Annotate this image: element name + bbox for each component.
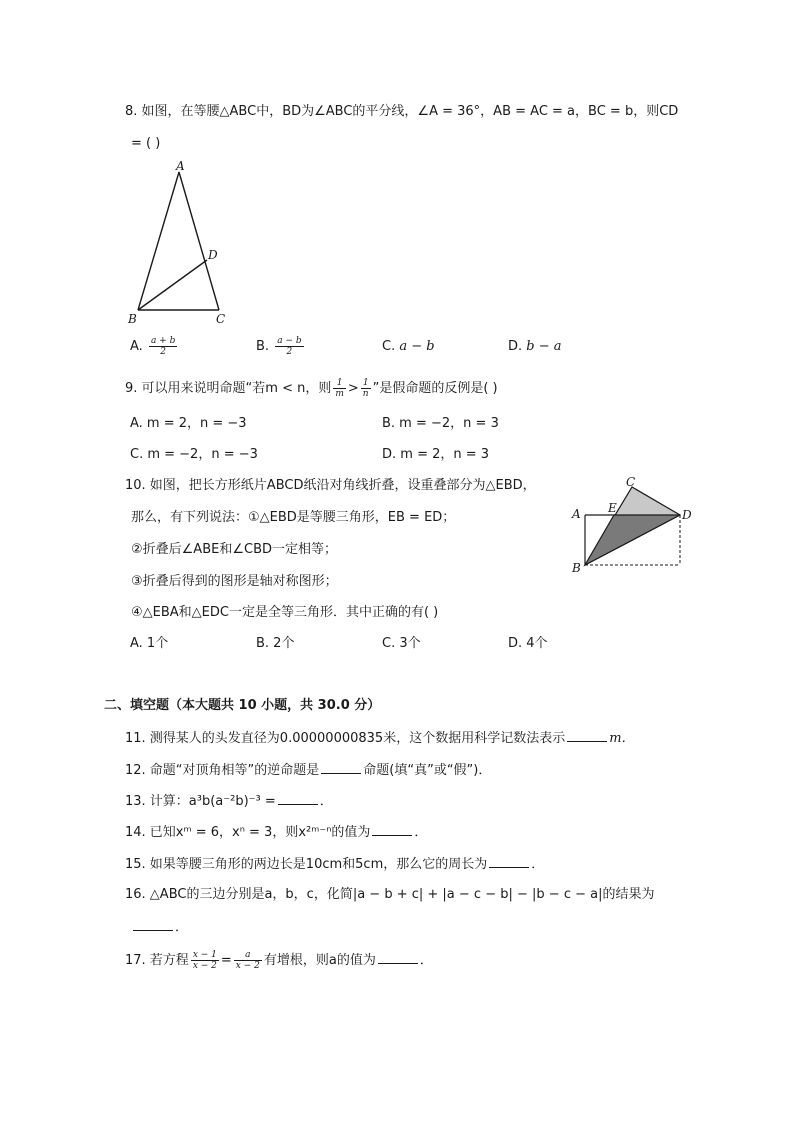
q9-stem: 9. 可以用来说明命题“若m < n，则 $\frac{1}{m}$ > $\frac{1}{n}$ ”是假命题的反例是( ) — [125, 378, 498, 399]
q9-option-c[interactable]: C. m = −2，n = −3 — [130, 447, 258, 462]
q17-stem: 17. 若方程 $\frac{x - 1}{x - 2}$ = $\frac{a}{x - 2}$ 有增根，则a的值为 ． — [125, 950, 433, 971]
q10-stem-line5: ④△EBA和△EDC一定是全等三角形．其中正确的有( ) — [131, 605, 439, 620]
q8-stem-line1: 8. 如图，在等腰△ABC中，BD为∠ABC的平分线，∠A = 36°，AB = AC = a，BC = b，则CD — [125, 104, 679, 119]
q11-stem: 11. 测得某人的头发直径为0.00000000835米，这个数据用科学记数法表示 m． — [125, 731, 635, 746]
q10-option-b[interactable]: B. 2个 — [256, 636, 295, 651]
q8-label-d: D — [208, 248, 218, 262]
q8-option-d[interactable]: D. b − a — [508, 339, 562, 354]
q14-answer-blank[interactable] — [372, 823, 412, 836]
q8-stem-line2: = ( ) — [131, 136, 161, 151]
q10-option-c[interactable]: C. 3个 — [382, 636, 421, 651]
section-title-fill-in: 二、填空题（本大题共 10 小题，共 30.0 分） — [104, 698, 381, 713]
q12-stem: 12. 命题“对顶角相等”的逆命题是 命题(填“真”或“假”)． — [125, 763, 492, 778]
q16-stem-line1: 16. △ABC的三边分别是a，b，c，化简|a − b + c| + |a − c − b| − |b − c − a|的结果为 — [125, 887, 655, 902]
q16-stem-line2: ． — [131, 918, 188, 937]
q13-stem: 13. 计算：a³b(a⁻²b)⁻³ = ． — [125, 794, 333, 809]
q9-option-b[interactable]: B. m = −2，n = 3 — [382, 416, 499, 431]
q13-answer-blank[interactable] — [278, 792, 318, 805]
q10-stem-line3: ②折叠后∠ABE和∠CBD一定相等； — [131, 542, 337, 557]
q8-label-b: B — [128, 312, 137, 326]
q8-option-c[interactable]: C. a − b — [382, 339, 435, 354]
q10-label-a: A — [572, 507, 581, 521]
q8-label-c: C — [216, 312, 226, 326]
q14-stem: 14. 已知xᵐ = 6，xⁿ = 3，则x²ᵐ⁻ⁿ的值为 ． — [125, 825, 428, 840]
q12-answer-blank[interactable] — [321, 761, 361, 774]
q8-label-a: A — [176, 159, 185, 173]
q10-label-d: D — [682, 508, 692, 522]
q9-option-d[interactable]: D. m = 2，n = 3 — [382, 447, 490, 462]
q15-stem: 15. 如果等腰三角形的两边长是10cm和5cm，那么它的周长为 ． — [125, 857, 545, 872]
q16-answer-blank[interactable] — [133, 918, 173, 931]
q10-stem-line2: 那么，有下列说法：①△EBD是等腰三角形，EB = ED； — [131, 510, 456, 525]
q10-stem-line1: 10. 如图，把长方形纸片ABCD纸沿对角线折叠，设重叠部分为△EBD， — [125, 478, 536, 493]
q10-option-d[interactable]: D. 4个 — [508, 636, 548, 651]
q10-fold-figure — [565, 472, 705, 577]
q10-stem-line4: ③折叠后得到的图形是轴对称图形； — [131, 574, 338, 589]
q10-label-b: B — [572, 561, 581, 575]
q15-answer-blank[interactable] — [489, 855, 529, 868]
q10-option-a[interactable]: A. 1个 — [130, 636, 169, 651]
q10-label-c: C — [626, 475, 636, 489]
q11-answer-blank[interactable] — [567, 729, 607, 742]
q10-label-e: E — [608, 501, 617, 515]
q17-answer-blank[interactable] — [378, 951, 418, 964]
q8-triangle-figure — [120, 158, 240, 330]
q9-option-a[interactable]: A. m = 2，n = −3 — [130, 416, 247, 431]
q8-option-a[interactable]: A. $\frac{a + b}{2}$ — [130, 336, 176, 357]
q8-option-b[interactable]: B. $\frac{a - b}{2}$ — [256, 336, 302, 357]
